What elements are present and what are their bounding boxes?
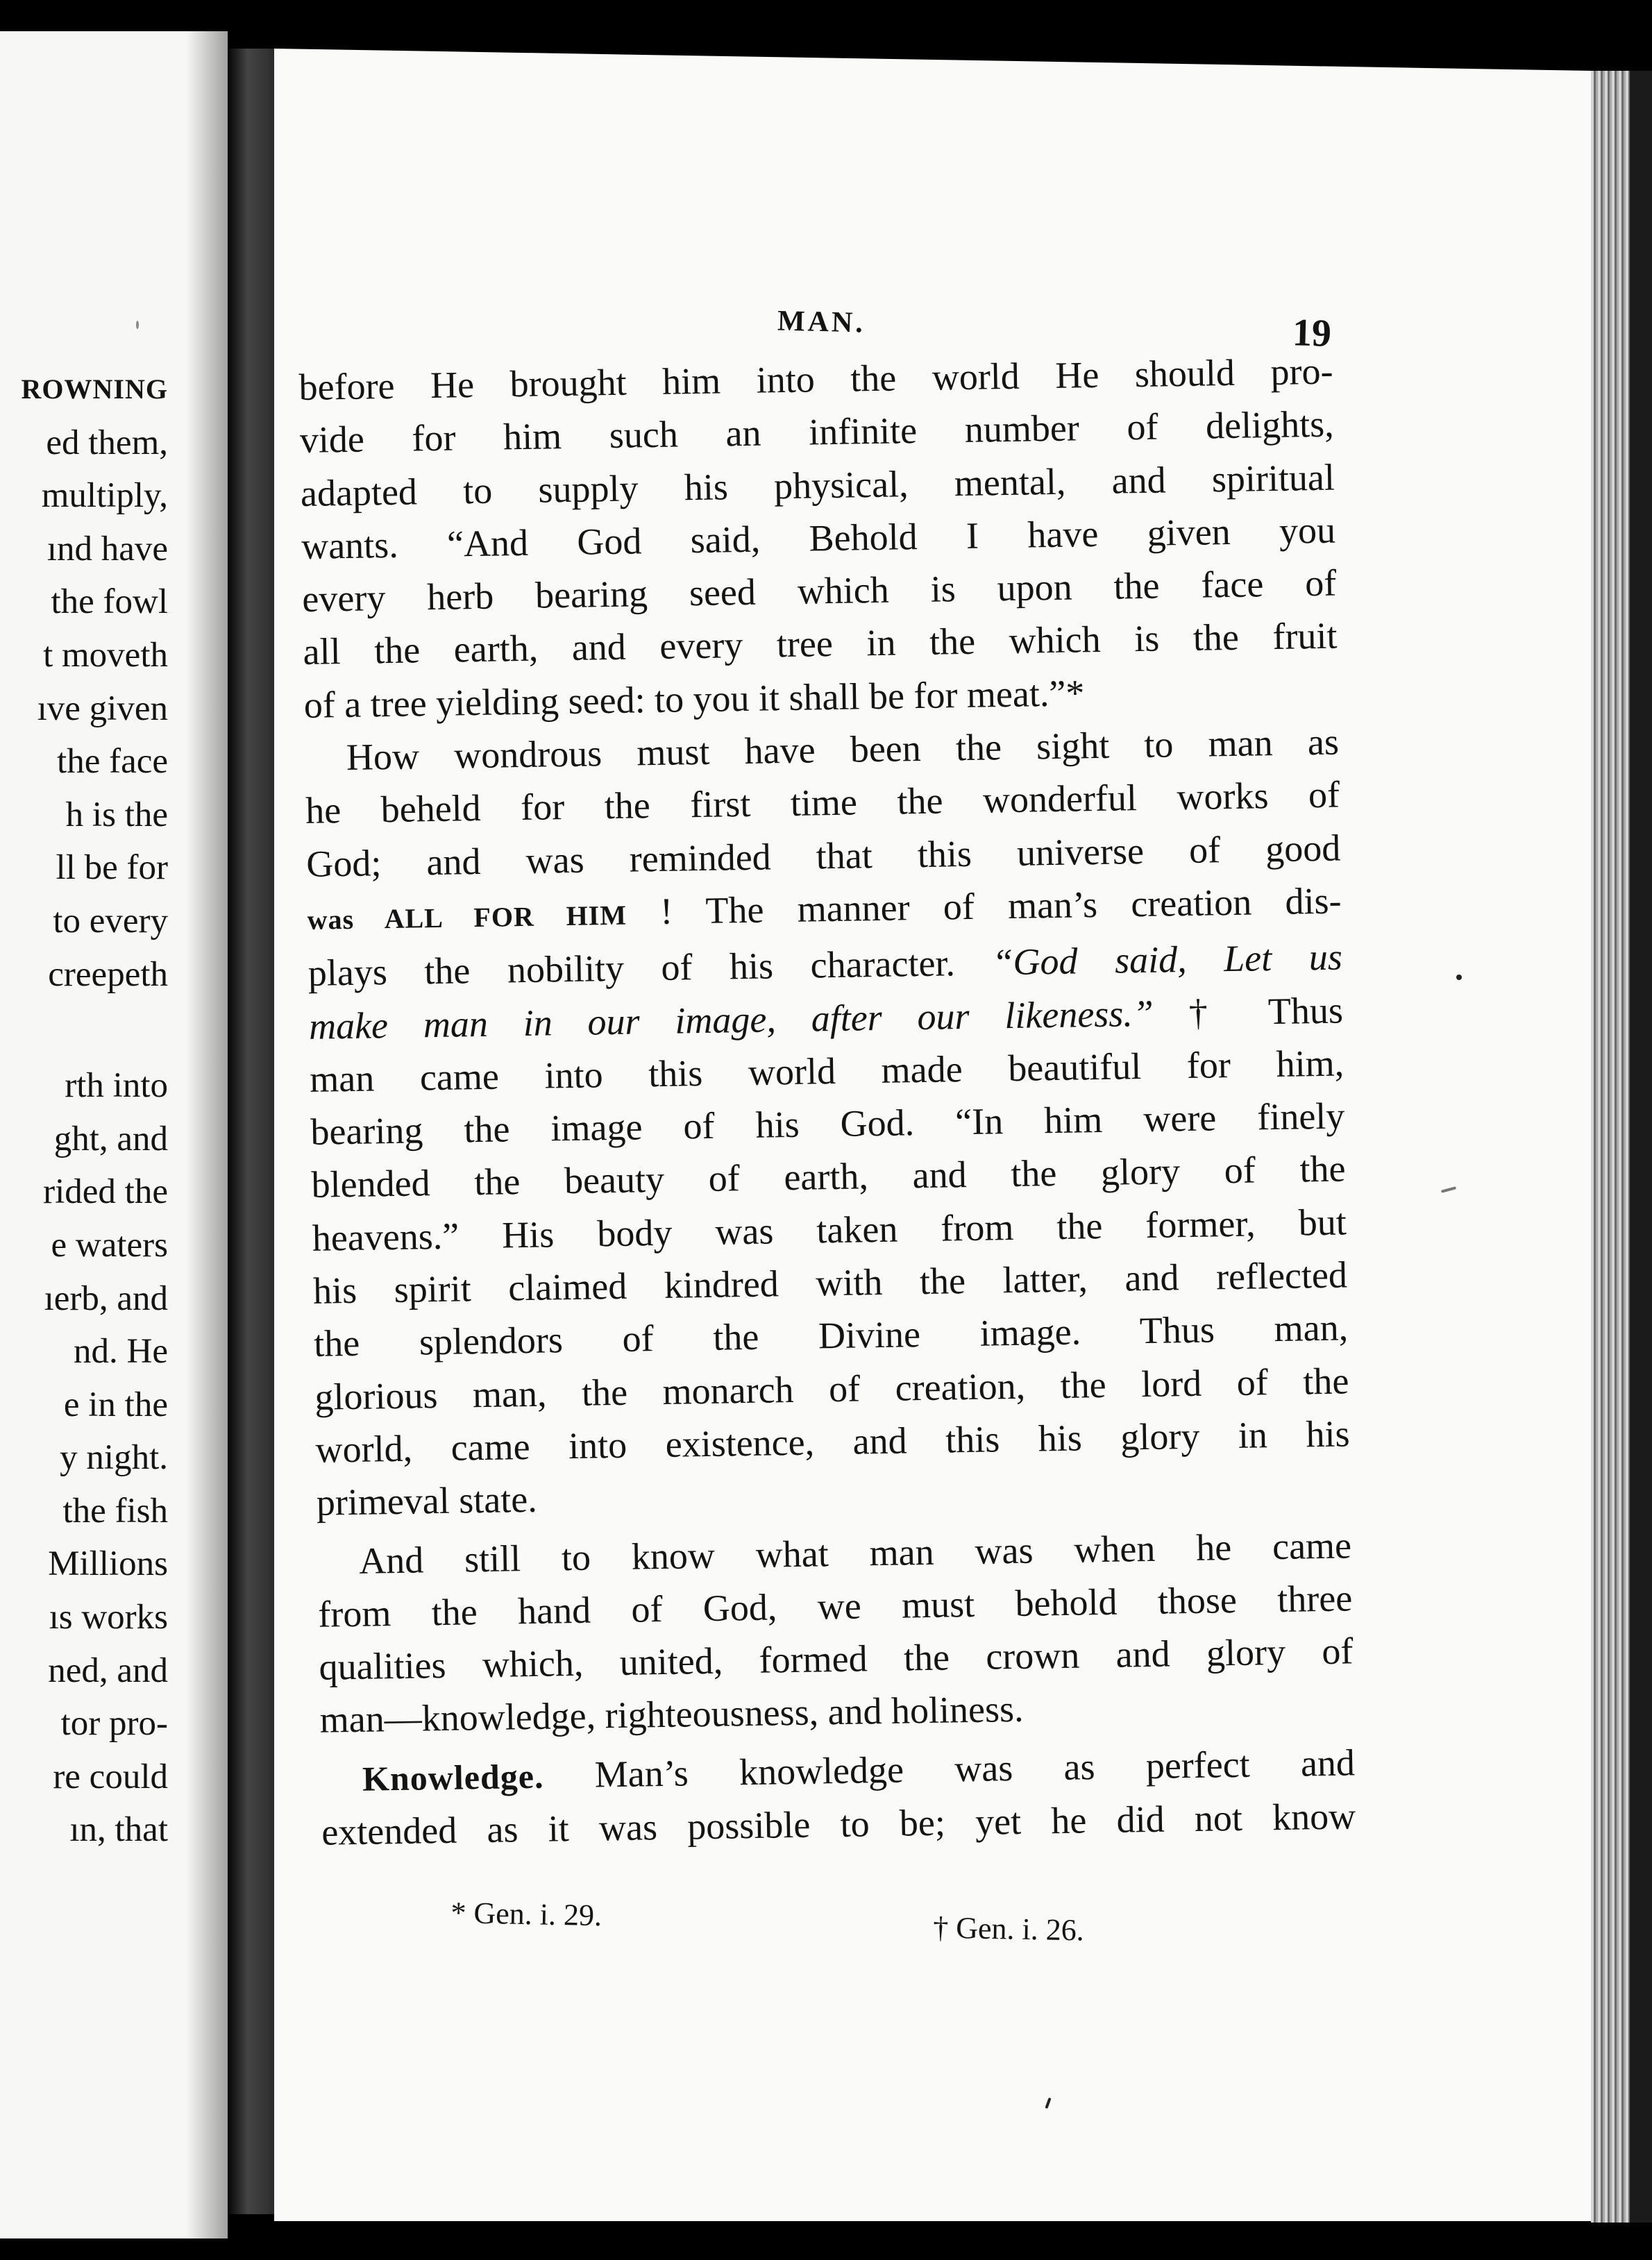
paragraph [304,716,1351,1530]
text-line: extended as it was possible to be; yet he did not know [321,1795,1356,1853]
text-line: of a tree yielding seed: to you it shall be for meat.”* [303,672,1085,726]
left-line: ınd have [47,529,168,568]
left-line: t moveth [43,635,168,675]
left-line: multiply, [41,476,168,516]
text-segment: plays the nobility of his character. [307,942,956,995]
italic-quote: make man in our image, after our likeness.” [308,992,1154,1047]
text-segment: Man’s knowledge was as perfect and [594,1742,1356,1796]
left-line: rth into [65,1066,168,1106]
section-heading: Knowledge. [362,1756,544,1798]
left-line: the fish [62,1491,168,1530]
left-line: e in the [63,1385,168,1424]
left-line: ıve given [37,689,168,728]
footnote: † Gen. i. 26. [932,1910,1085,1948]
small-caps-emphasis: was ALL FOR HIM [307,899,627,936]
left-line: ıerb, and [44,1279,168,1318]
text-line: man—knowledge, righteousness, and holiness. [319,1688,1024,1742]
text-line: heavens.” His body was taken from the former, but [312,1201,1347,1259]
text-line: man came into this world made beautiful for him, [309,1042,1345,1100]
running-head: MAN. [777,305,866,339]
text-line: How wondrous must have been the sight to man as [346,720,1340,779]
left-line: ROWNING [21,373,168,405]
left-line: e waters [51,1225,168,1265]
left-line: the face [57,742,168,782]
text-line: world, came into existence, and this his glory in his [315,1412,1350,1471]
left-line: ed them, [46,423,168,462]
text-line: all the earth, and every tree in the which is the fruit [303,615,1338,673]
left-line: Millions [48,1544,168,1584]
page-shadow [186,31,228,2238]
text-line: God; and was reminded that this universe of good [305,827,1341,885]
text-line: adapted to supply his physical, mental, and spiritual [300,456,1335,514]
left-line: ıs works [49,1598,168,1637]
left-line: ın, that [69,1810,168,1850]
scan-speck [1456,975,1462,980]
text-line: blended the beauty of earth, and the glory of the [311,1147,1346,1206]
left-line: the fowl [51,582,168,622]
text-line: glorious man, the monarch of creation, the lord of the [314,1360,1349,1418]
text-line: vide for him such an infinite number of delights, [299,403,1335,462]
page-number: 19 [1292,311,1332,355]
text-line: qualities which, united, formed the crown and glory of [319,1630,1354,1688]
text-line: wants. “And God said, Behold I have given you [301,509,1336,567]
text-line: from the hand of God, we must behold those three [317,1577,1353,1635]
text-line: primeval state. [316,1478,538,1524]
text-line: he beheld for the first time the wonderful works of [305,773,1340,832]
text-line: before He brought him into the world He should pro- [298,350,1333,408]
scan-speck [136,321,139,329]
text-line: And still to know what man was when he came [358,1524,1352,1582]
left-line: ll be for [56,848,168,888]
paragraph [320,1736,1356,1859]
text-line: every herb bearing seed which is upon the face of [301,562,1337,621]
footnote: * Gen. i. 29. [450,1895,602,1933]
paragraph [298,345,1338,732]
cover-edge [1630,71,1652,2223]
left-line: re could [53,1757,168,1796]
left-line: rided the [43,1172,168,1212]
left-line: h is the [65,795,168,834]
body-text [298,345,1356,1859]
text-segment: † Thus [1188,989,1344,1034]
left-line: creepeth [48,954,168,994]
text-line: the splendors of the Divine image. Thus man, [313,1306,1349,1365]
left-line: ned, and [48,1651,168,1690]
paragraph [317,1519,1355,1747]
text-line: his spirit claimed kindred with the latter, and reflected [312,1254,1348,1312]
left-line: ght, and [53,1119,168,1158]
previous-page-text [0,361,168,1857]
italic-quote: “God said, Let us [991,936,1343,984]
left-line: nd. He [74,1332,168,1372]
left-line: y night. [60,1438,168,1478]
left-line: to every [53,901,168,941]
text-line: bearing the image of his God. “In him were finely [310,1095,1345,1154]
left-line: tor pro- [60,1704,168,1744]
text-segment: ! The manner of man’s creation dis- [659,879,1342,932]
